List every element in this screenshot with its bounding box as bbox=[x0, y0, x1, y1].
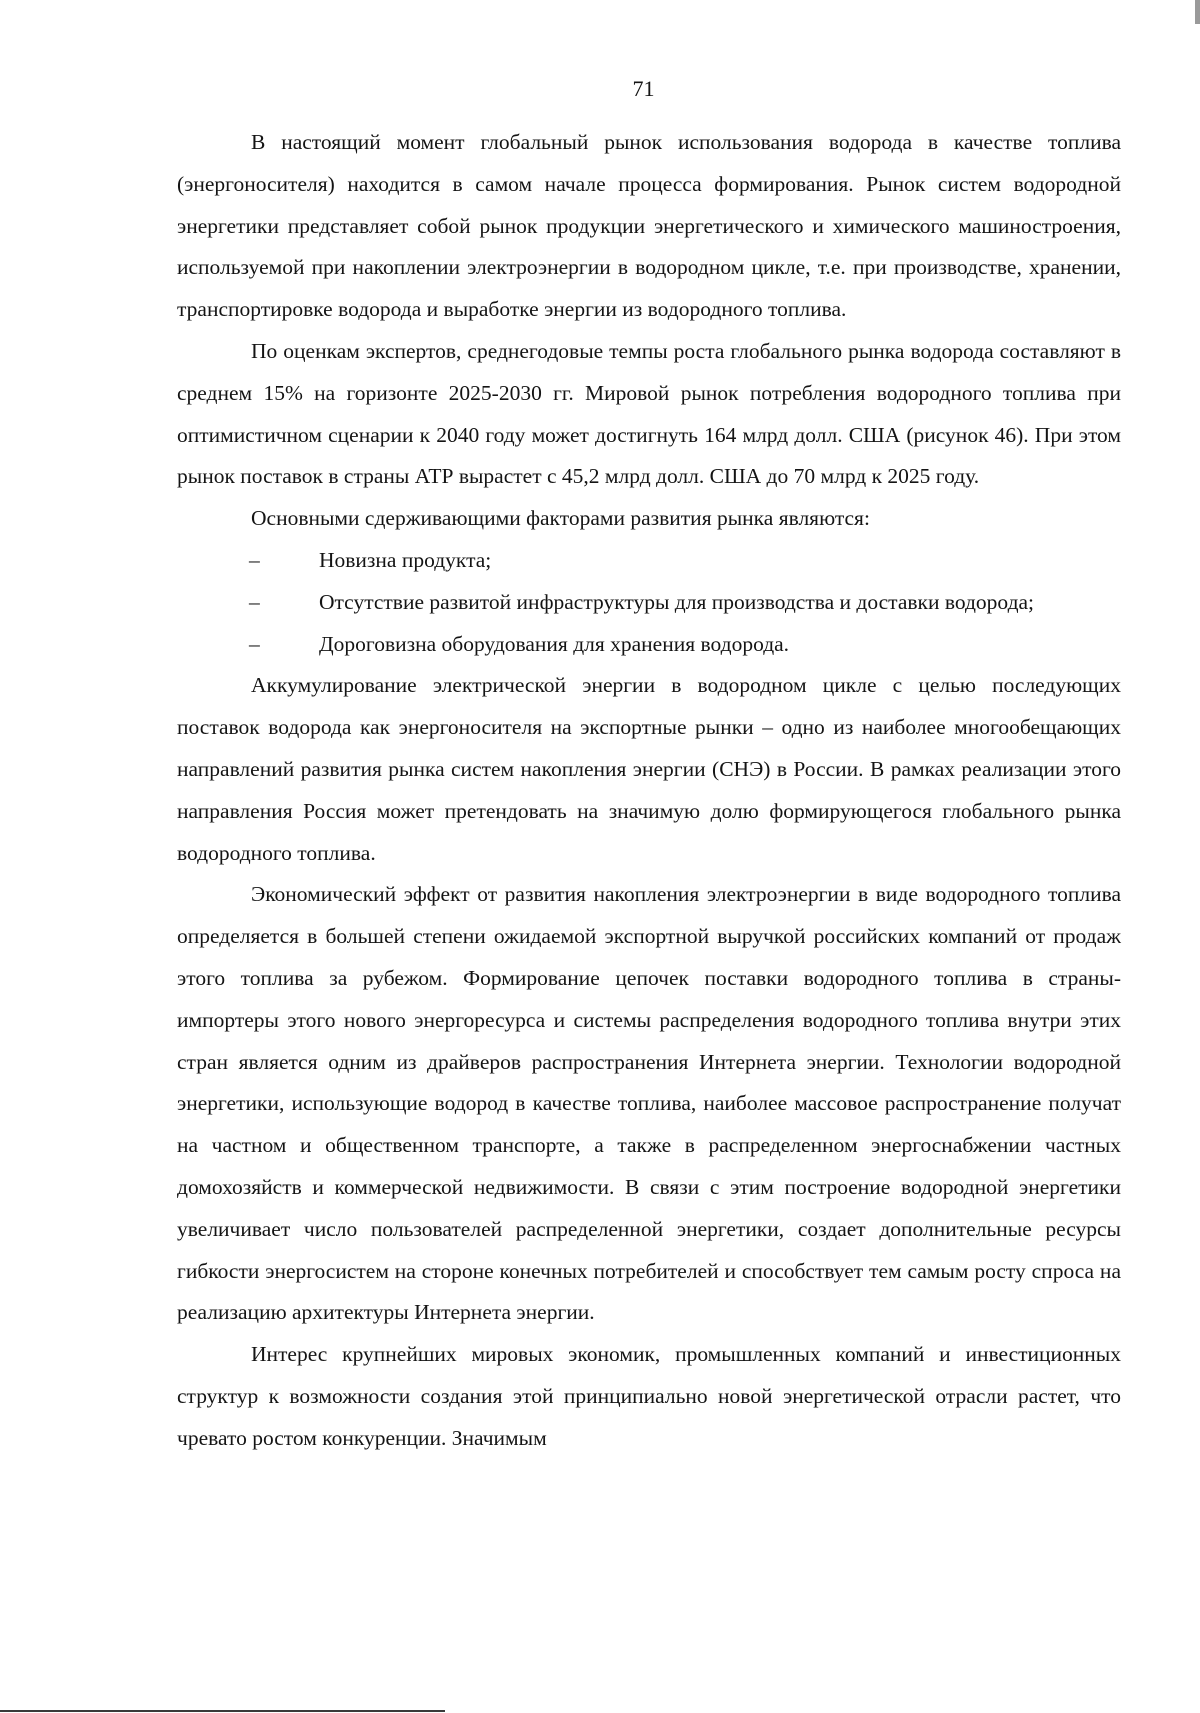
list-marker: – bbox=[249, 631, 260, 656]
paragraph-constraints-intro: Основными сдерживающими факторами развития рынка являются: bbox=[251, 506, 870, 531]
paragraph-economic-effect: Экономический эффект от развития накопления электроэнергии в виде водородного топлива определяется в большей степени ожидаемой экспортной выручкой российских компаний от продаж этого топлива за рубежом. Формирование цепочек поставки водородного топлива в страны-импортеры этого нового энергоресурса и системы распределения водородного топлива внутри этих стран является одним из драйверов распространения Интернета энергии. Технологии водородной энергетики, использующие водород в качестве топлива, наиболее массовое распространение получат на частном и общественном транспорте, а также в распределенном энергоснабжении частных домохозяйств и коммерческой недвижимости. В связи с этим построение водородной энергетики увеличивает число пользователей распределенной энергетики, создает дополнительные ресурсы гибкости энергосистем на стороне конечных потребителей и способствует тем самым росту спроса на реализацию архитектуры Интернета энергии. bbox=[177, 882, 1121, 1325]
page-body bbox=[177, 122, 1121, 1460]
scan-edge-mark bbox=[1195, 0, 1200, 24]
list-item bbox=[177, 582, 1121, 624]
list-marker: – bbox=[249, 589, 260, 614]
paragraph-energy-accumulation: Аккумулирование электрической энергии в водородном цикле с целью последующих поставок водорода как энергоносителя на экспортные рынки – одно из наиболее многообещающих направлений развития рынка систем накопления энергии (СНЭ) в России. В рамках реализации этого направления Россия может претендовать на значимую долю формирующегося глобального рынка водородного топлива. bbox=[177, 673, 1121, 865]
list-item bbox=[177, 624, 1121, 666]
paragraph-market-formation: В настоящий момент глобальный рынок использования водорода в качестве топлива (энергоносителя) находится в самом начале процесса формирования. Рынок систем водородной энергетики представляет собой рынок продукции энергетического и химического машиностроения, используемой при накоплении электроэнергии в водородном цикле, т.е. при производстве, хранении, транспортировке водорода и выработке энергии из водородного топлива. bbox=[177, 130, 1121, 322]
list-item-text: Новизна продукта; bbox=[319, 547, 492, 572]
page-number: 71 bbox=[632, 76, 655, 101]
constraints-list bbox=[177, 540, 1121, 665]
list-marker: – bbox=[249, 547, 260, 572]
list-item-text: Дороговизна оборудования для хранения водорода. bbox=[319, 631, 790, 656]
paragraph-interest-competition: Интерес крупнейших мировых экономик, промышленных компаний и инвестиционных структур к возможности создания этой принципиально новой энергетической отрасли растет, что чревато ростом конкуренции. Значимым bbox=[177, 1342, 1121, 1450]
footer-rule bbox=[0, 1710, 445, 1712]
list-item bbox=[177, 540, 1121, 582]
list-item-text: Отсутствие развитой инфраструктуры для производства и доставки водорода; bbox=[319, 589, 1035, 614]
paragraph-expert-estimates: По оценкам экспертов, среднегодовые темпы роста глобального рынка водорода составляют в среднем 15% на горизонте 2025-2030 гг. Мировой рынок потребления водородного топлива при оптимистичном сценарии к 2040 году может достигнуть 164 млрд долл. США (рисунок 46). При этом рынок поставок в страны АТР вырастет с 45,2 млрд долл. США до 70 млрд к 2025 году. bbox=[177, 338, 1121, 489]
